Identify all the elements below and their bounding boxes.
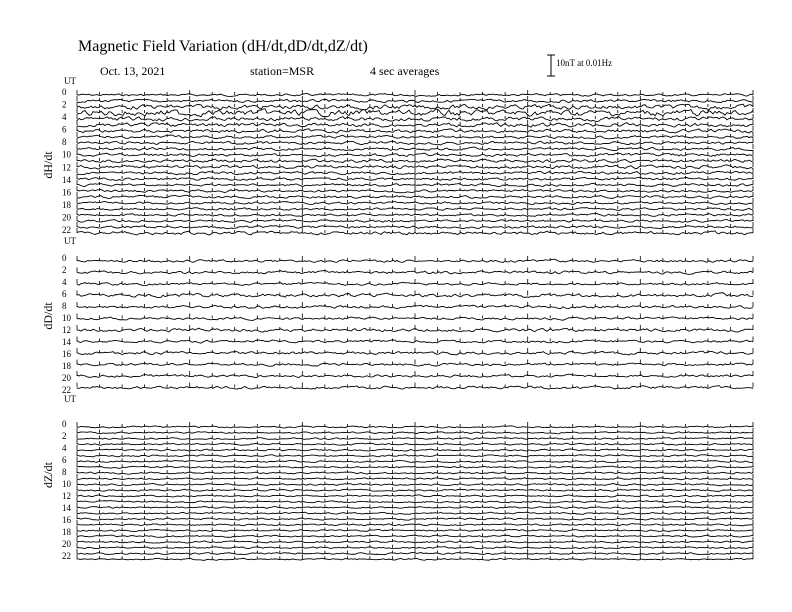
row-label: 2 <box>62 99 67 110</box>
row-label: 14 <box>62 174 71 185</box>
row-label: 2 <box>62 265 67 275</box>
row-label: 16 <box>62 187 71 198</box>
row-label: 18 <box>62 361 71 371</box>
row-label: 22 <box>62 551 71 561</box>
row-label: 14 <box>62 503 71 513</box>
scale-bar-label: 10nT at 0.01Hz <box>556 58 613 68</box>
panel-dh-dt <box>41 76 753 235</box>
row-label: 12 <box>62 325 71 335</box>
averaging-label: 4 sec averages <box>370 64 440 78</box>
time-axis-label: UT <box>64 394 76 404</box>
row-label: 4 <box>62 443 67 453</box>
row-label: 18 <box>62 199 71 210</box>
panel-ylabel: dH/dt <box>41 151 55 179</box>
row-label: 20 <box>62 373 71 383</box>
row-label: 16 <box>62 515 71 525</box>
time-axis-label: UT <box>64 76 76 86</box>
panel-dd-dt <box>41 236 753 395</box>
row-label: 10 <box>62 479 71 489</box>
row-label: 4 <box>62 277 67 287</box>
row-label: 20 <box>62 212 71 223</box>
row-label: 16 <box>62 349 71 359</box>
row-label: 0 <box>62 87 67 97</box>
panel-ylabel: dD/dt <box>41 302 55 330</box>
row-label: 20 <box>62 539 71 549</box>
row-label: 8 <box>62 137 67 148</box>
row-label: 0 <box>62 253 67 263</box>
scale-bar <box>547 55 555 76</box>
row-label: 6 <box>62 455 67 465</box>
page-title: Magnetic Field Variation (dH/dt,dD/dt,dZ/dt) <box>78 38 368 55</box>
row-label: 8 <box>62 467 67 477</box>
row-label: 22 <box>62 385 71 395</box>
time-axis-label: UT <box>64 236 76 246</box>
row-label: 12 <box>62 491 71 501</box>
row-label: 4 <box>62 112 67 123</box>
row-label: 18 <box>62 527 71 537</box>
panel-ylabel: dZ/dt <box>41 462 55 488</box>
row-label: 6 <box>62 124 67 135</box>
row-label: 12 <box>62 162 71 173</box>
row-label: 6 <box>62 289 67 299</box>
panel-dz-dt <box>41 394 753 561</box>
row-label: 22 <box>62 225 71 235</box>
date-label: Oct. 13, 2021 <box>100 64 166 78</box>
row-label: 14 <box>62 337 71 347</box>
row-label: 2 <box>62 431 67 441</box>
station-label: station=MSR <box>250 64 315 78</box>
row-label: 0 <box>62 419 67 429</box>
row-label: 10 <box>62 149 71 160</box>
row-label: 8 <box>62 301 67 311</box>
row-label: 10 <box>62 313 71 323</box>
